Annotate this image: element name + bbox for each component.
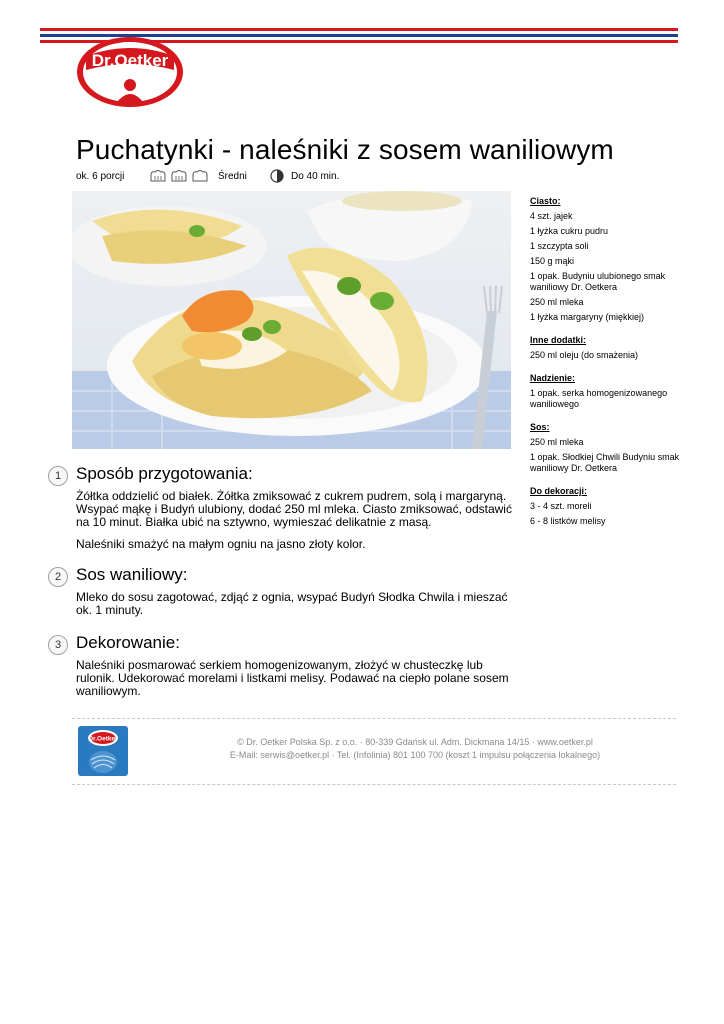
ingredient-item: 1 łyżka cukru pudru xyxy=(530,226,609,236)
svg-text:Dr.Oetker: Dr.Oetker xyxy=(91,51,169,70)
step-paragraph: Naleśniki smażyć na małym ogniu na jasno złoty kolor. xyxy=(76,537,366,551)
recipe-title: Puchatynki - naleśniki z sosem waniliowym xyxy=(76,134,614,165)
ingredient-item: 1 opak. Budyniu ulubionego smak waniliowy Dr. Oetkera xyxy=(530,271,666,292)
step-title: Sos waniliowy: xyxy=(76,565,188,584)
ingredients-list xyxy=(530,196,690,539)
step-paragraph: Żółtka oddzielić od białek. Żółtka zmiksować z cukrem pudrem, solą i margaryną. Wsypać mąkę i Budyń ulubiony, dodać 250 ml mleka. Ciasto zmiksować, odstawić na 10 minut. Białka ubić na sztywno, wymieszać delikatnie z masą. xyxy=(76,489,512,529)
step-text xyxy=(76,659,516,707)
ingredient-group xyxy=(530,422,690,474)
difficulty-label: Średni xyxy=(218,171,247,182)
chef-hat-icon xyxy=(149,169,211,183)
dr-oetker-logo xyxy=(76,36,184,108)
ingredient-item: 1 łyżka margaryny (miękkiej) xyxy=(530,312,645,322)
ingredient-heading: Do dekoracji: xyxy=(530,486,588,496)
ingredient-item: 250 ml mleka xyxy=(530,297,584,307)
ingredient-heading: Nadzienie: xyxy=(530,373,576,383)
step-title: Sposób przygotowania: xyxy=(76,464,253,483)
footer-divider xyxy=(72,784,676,785)
step-text xyxy=(76,490,516,560)
svg-text:Dr.Oetker: Dr.Oetker xyxy=(88,735,118,743)
ingredient-item: 250 ml oleju (do smażenia) xyxy=(530,350,639,360)
step-paragraph: Mleko do sosu zagotować, zdjąć z ognia, wsypać Budyń Słodka Chwila i mieszać ok. 1 minuty. xyxy=(76,590,508,617)
ingredient-item: 1 opak. Słodkiej Chwili Budyniu smak waniliowy Dr. Oetkera xyxy=(530,452,680,473)
recipe-photo xyxy=(72,191,511,449)
step-number: 3 xyxy=(48,635,68,655)
time-label: Do 40 min. xyxy=(291,171,340,182)
ingredient-heading: Sos: xyxy=(530,422,550,432)
ingredient-heading: Inne dodatki: xyxy=(530,335,586,345)
ingredient-group xyxy=(530,196,690,323)
clock-icon xyxy=(270,169,284,183)
ingredient-item: 6 - 8 listków melisy xyxy=(530,516,606,526)
step-paragraph: Naleśniki posmarować serkiem homogenizowanym, złożyć w chusteczkę lub rulonik. Udekorować morelami i listkami melisy. Podawać na ciepło polane sosem waniliowym. xyxy=(76,658,509,698)
step-title: Dekorowanie: xyxy=(76,633,180,652)
step-number: 2 xyxy=(48,567,68,587)
ingredient-group xyxy=(530,335,690,361)
ingredient-group xyxy=(530,373,690,410)
ingredient-item: 150 g mąki xyxy=(530,256,575,266)
footer-divider xyxy=(72,718,676,719)
footer-address: © Dr. Oetker Polska Sp. z o.o. · 80-339 Gdańsk ul. Adm. Dickmana 14/15 · www.oetker.pl xyxy=(237,737,593,747)
ingredient-item: 250 ml mleka xyxy=(530,437,584,447)
footer-contact: E-Mail: serwis@oetker.pl · Tel. (Infolinia) 801 100 700 (koszt 1 impulsu połączenia lokalnego) xyxy=(229,750,601,760)
ingredient-item: 1 szczypta soli xyxy=(530,241,589,251)
ingredient-item: 3 - 4 szt. moreli xyxy=(530,501,592,511)
dr-oetker-footer-logo xyxy=(78,726,128,776)
ingredient-heading: Ciasto: xyxy=(530,196,561,206)
step-number: 1 xyxy=(48,466,68,486)
portions-label: ok. 6 porcji xyxy=(76,171,125,182)
step-text xyxy=(76,591,516,626)
ingredient-item: 4 szt. jajek xyxy=(530,211,573,221)
ingredient-group xyxy=(530,486,690,527)
ingredient-item: 1 opak. serka homogenizowanego waniliowego xyxy=(530,388,668,409)
